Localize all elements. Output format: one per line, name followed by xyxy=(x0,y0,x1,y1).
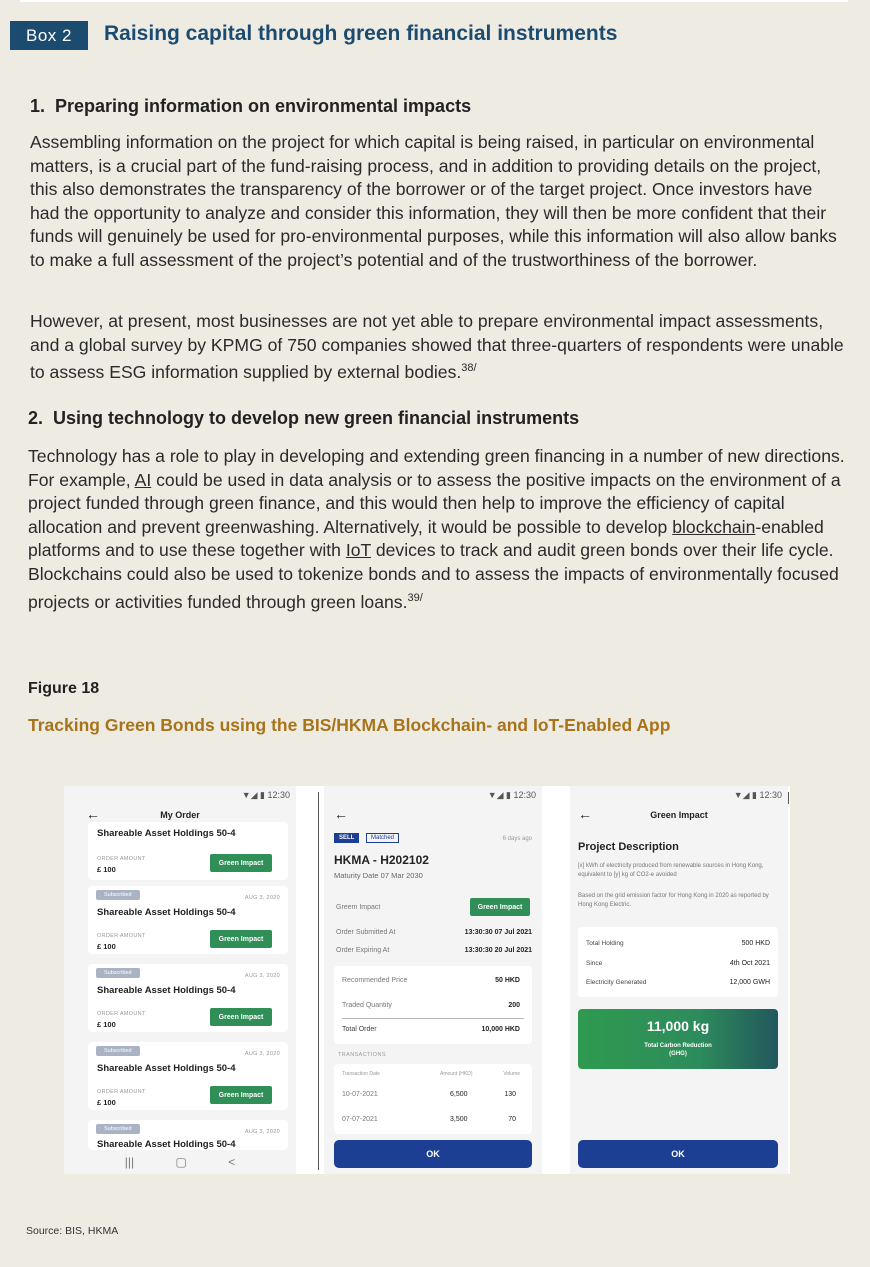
order-amount-value: £ 100 xyxy=(97,865,116,874)
order-date: AUG 3, 2020 xyxy=(244,895,280,901)
submitted-value: 13:30:30 07 Jul 2021 xyxy=(464,929,532,936)
blockchain-link[interactable]: blockchain xyxy=(672,516,756,537)
time-ago: 6 days ago xyxy=(502,836,532,842)
recent-apps-icon[interactable]: ||| xyxy=(124,1155,135,1169)
order-card[interactable] xyxy=(88,1042,288,1110)
asset-name: Shareable Asset Holdings 50-4 xyxy=(97,985,236,996)
order-card[interactable] xyxy=(88,822,288,880)
tx-header-volume: Volume xyxy=(503,1071,520,1077)
order-amount-label: ORDER AMOUNT xyxy=(97,1011,146,1017)
figure-source: Source: BIS, HKMA xyxy=(26,1225,119,1237)
status-bar: ▼◢ ▮ 12:30 xyxy=(241,790,290,800)
paragraph-text-d: devices to track and audit green bonds over their life cycle. Blockchains could also be used to tokenize bonds and to assess the impacts of environmentally focused projects or activities funded through green loans. xyxy=(28,540,839,612)
tx-row-date: 10-07-2021 xyxy=(342,1091,378,1098)
status-bar: ▼◢ ▮ 12:30 xyxy=(733,790,782,800)
asset-name: Shareable Asset Holdings 50-4 xyxy=(97,828,236,839)
section-2-heading: 2. Using technology to develop new green financial instruments xyxy=(28,408,580,428)
project-description-heading: Project Description xyxy=(578,841,679,853)
green-impact-button[interactable]: Green Impact xyxy=(470,898,530,916)
order-date: AUG 3, 2020 xyxy=(244,973,280,979)
tx-row-amount: 3,500 xyxy=(450,1116,468,1123)
ok-button[interactable]: OK xyxy=(334,1140,532,1168)
project-description-text: [x] kWh of electricity produced from renewable sources in Hong Kong, equivalent to [y] kg of CO2-e avoided xyxy=(578,863,764,878)
subscribed-badge: Subscribed xyxy=(96,968,140,978)
subscribed-badge: Subscribed xyxy=(96,1124,140,1134)
back-arrow-icon[interactable]: ← xyxy=(86,806,100,822)
order-amount-value: £ 100 xyxy=(97,1020,116,1029)
holding-value: 500 HKD xyxy=(741,940,770,947)
order-amount-value: £ 100 xyxy=(97,942,116,951)
order-date: AUG 3, 2020 xyxy=(244,1129,280,1135)
box-title: Raising capital through green financial instruments xyxy=(104,22,618,45)
footnote-ref-39[interactable]: 39/ xyxy=(407,591,423,604)
electricity-label: Electricity Generated xyxy=(586,979,647,986)
footnote-ref-38[interactable]: 38/ xyxy=(461,362,477,375)
ok-button[interactable]: OK xyxy=(578,1140,778,1168)
bond-name: HKMA - H202102 xyxy=(334,853,429,867)
price-label: Recommended Price xyxy=(342,977,408,984)
paragraph-text-c: -enabled platforms and to use these together with xyxy=(28,516,824,561)
asset-name: Shareable Asset Holdings 50-4 xyxy=(97,907,236,918)
quantity-label: Traded Quantity xyxy=(342,1002,392,1009)
status-bar: ▼◢ ▮ 12:30 xyxy=(487,790,536,800)
since-value: 4th Oct 2021 xyxy=(729,960,770,967)
total-label: Total Order xyxy=(342,1026,377,1033)
order-card[interactable] xyxy=(88,886,288,954)
subscribed-badge: Subscribed xyxy=(96,890,140,900)
matched-tag: Matched xyxy=(366,833,399,843)
screen-green-impact xyxy=(570,786,788,1174)
order-card[interactable] xyxy=(88,1120,288,1150)
green-impact-button[interactable]: Green Impact xyxy=(210,854,272,872)
paragraph-text-b: could be used in data analysis or to assess the positive impacts on the environment of a project funded through green finance, and this would then help to improve the efficiency of capital allocation and prevent greenwashing. Alternatively, it would be possible to develop xyxy=(28,469,841,537)
tx-header-amount: Amount (HKD) xyxy=(440,1071,473,1077)
paragraph-text-a: Technology has a role to play in developing and extending green financing in a number of new directions. For example, xyxy=(28,446,845,490)
box-tag: Box 2 xyxy=(10,21,88,50)
tx-row-volume: 70 xyxy=(508,1116,516,1123)
screen-edge xyxy=(788,792,789,804)
screen-title: My Order xyxy=(160,810,200,820)
maturity-date: Maturity Date 07 Mar 2030 xyxy=(334,871,423,880)
carbon-reduction-card xyxy=(578,1009,778,1069)
carbon-reduction-value: 11,000 kg xyxy=(646,1018,710,1034)
total-divider xyxy=(342,1018,524,1019)
order-card[interactable] xyxy=(88,964,288,1032)
total-value: 10,000 HKD xyxy=(481,1026,520,1033)
screen-divider xyxy=(318,792,319,1170)
price-value: 50 HKD xyxy=(495,977,520,984)
impact-label: Greem Impact xyxy=(336,904,381,911)
holding-card xyxy=(578,927,778,997)
android-nav-bar xyxy=(64,1150,296,1174)
emission-factor-note: Based on the grid emission factor for Hong Kong in 2020 as reported by Hong Kong Electric. xyxy=(578,893,769,908)
screen-order-detail xyxy=(324,786,542,1174)
carbon-reduction-label: Total Carbon Reduction (GHG) xyxy=(644,1043,712,1057)
green-impact-button[interactable]: Green Impact xyxy=(210,1086,272,1104)
section-2-paragraph xyxy=(28,445,846,614)
transactions-title: TRANSACTIONS xyxy=(338,1052,386,1058)
expiring-label: Order Expiring At xyxy=(336,947,390,954)
figure-label: Figure 18 xyxy=(28,680,100,697)
submitted-label: Order Submitted At xyxy=(336,929,396,936)
back-icon[interactable]: < xyxy=(228,1155,236,1169)
since-label: Since xyxy=(586,960,603,967)
expiring-value: 13:30:30 20 Jul 2021 xyxy=(464,947,532,954)
tx-row-volume: 130 xyxy=(504,1091,516,1098)
tx-row-date: 07-07-2021 xyxy=(342,1116,378,1123)
price-card xyxy=(334,966,532,1044)
order-amount-label: ORDER AMOUNT xyxy=(97,933,146,939)
order-date: AUG 3, 2020 xyxy=(244,1051,280,1057)
sell-tag: SELL xyxy=(334,833,359,843)
iot-link[interactable]: IoT xyxy=(345,540,371,561)
section-1-paragraph-1: Assembling information on the project for which capital is being raised, in particular on environmental matters, is a crucial part of the fund-raising process, and in addition to providing details on the project, this also demonstrates the transparency of the borrower or of the target project. Once investors have had the opportunity to analyze and consider this information, they will then be more confident that their funds will genuinely be used for pro-environmental purposes, while this information will also allow banks to make a full assessment of the project’s potential and of the trustworthiness of the borrower. xyxy=(30,132,837,270)
ai-link[interactable]: AI xyxy=(134,469,152,490)
order-amount-label: ORDER AMOUNT xyxy=(97,1089,146,1095)
section-1-paragraph-2 xyxy=(30,310,845,385)
holding-label: Total Holding xyxy=(586,940,624,947)
tx-row-amount: 6,500 xyxy=(450,1091,468,1098)
green-impact-button[interactable]: Green Impact xyxy=(210,1008,272,1026)
back-arrow-icon[interactable]: ← xyxy=(578,806,592,822)
section-1-heading: 1. Preparing information on environmental impacts xyxy=(30,96,472,116)
asset-name: Shareable Asset Holdings 50-4 xyxy=(97,1063,236,1074)
home-icon[interactable]: ▢ xyxy=(175,1155,187,1169)
figure-title: Tracking Green Bonds using the BIS/HKMA Blockchain- and IoT-Enabled App xyxy=(28,715,671,735)
figure-app-screens xyxy=(64,786,790,1174)
green-impact-button[interactable]: Green Impact xyxy=(210,930,272,948)
paragraph-text: However, at present, most businesses are not yet able to prepare environmental impact assessments, and a global survey by KPMG of 750 companies showed that three-quarters of respondents were unable to assess ESG information supplied by external bodies. xyxy=(30,311,844,383)
transactions-table xyxy=(334,1064,532,1134)
order-amount-label: ORDER AMOUNT xyxy=(97,856,146,862)
quantity-value: 200 xyxy=(508,1002,520,1009)
top-rule xyxy=(20,0,848,2)
electricity-value: 12,000 GWH xyxy=(729,979,770,986)
screen-my-order xyxy=(64,786,296,1174)
order-amount-value: £ 100 xyxy=(97,1098,116,1107)
tx-header-date: Transaction Date xyxy=(342,1071,380,1077)
screen-title: Green Impact xyxy=(650,810,708,820)
asset-name: Shareable Asset Holdings 50-4 xyxy=(97,1139,236,1150)
subscribed-badge: Subscribed xyxy=(96,1046,140,1056)
back-arrow-icon[interactable]: ← xyxy=(334,806,348,822)
